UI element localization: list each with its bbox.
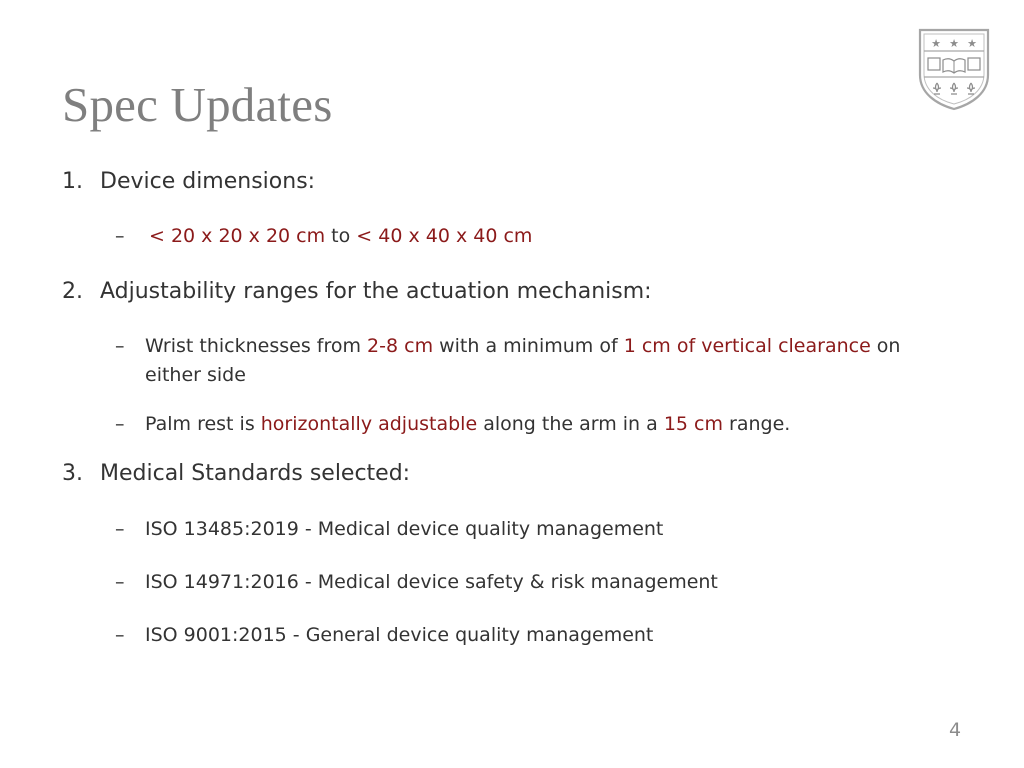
dash-bullet: –	[115, 225, 125, 247]
sub-item-text: ISO 14971:2016 - Medical device safety & risk management	[145, 571, 718, 593]
sub-item-text	[145, 410, 935, 439]
highlight-text: 2-8 cm	[367, 335, 434, 357]
highlight-text: horizontally adjustable	[260, 413, 478, 435]
dash-bullet: –	[115, 571, 125, 593]
dash-bullet: –	[115, 518, 125, 540]
plain-text: along the arm in a	[477, 413, 664, 435]
list-item-label: Device dimensions:	[100, 169, 316, 194]
highlight-text: 15 cm	[663, 413, 723, 435]
plain-text: Palm rest is	[145, 413, 261, 435]
list-number: 1.	[62, 169, 83, 194]
list-item-label: Adjustability ranges for the actuation mechanism:	[100, 279, 652, 304]
sub-item-text	[145, 332, 915, 390]
crest-star: ★	[949, 37, 959, 50]
plain-text: with a minimum of	[433, 335, 624, 357]
crest-star: ★	[967, 37, 977, 50]
crest-star: ★	[931, 37, 941, 50]
highlight-text: 1 cm of vertical clearance	[623, 335, 871, 357]
plain-text: Wrist thicknesses from	[145, 335, 368, 357]
list-item-medical-standards	[62, 461, 410, 486]
dash-bullet: –	[115, 624, 125, 646]
sub-item-palm-rest	[115, 410, 935, 439]
sub-item-iso-9001	[115, 621, 935, 650]
sub-item-iso-13485	[115, 515, 935, 544]
sub-item-dimensions	[115, 222, 935, 251]
sub-item-text	[149, 222, 935, 251]
list-number: 3.	[62, 461, 83, 486]
highlight-text: < 40 x 40 x 40 cm	[356, 225, 533, 247]
sub-item-wrist-thickness	[115, 332, 915, 390]
plain-text: on either side	[145, 335, 901, 386]
slide-title: Spec Updates	[62, 77, 333, 132]
university-crest-icon	[917, 27, 991, 111]
highlight-text: < 20 x 20 x 20 cm	[149, 225, 326, 247]
dash-bullet: –	[115, 413, 125, 435]
list-item-device-dimensions	[62, 169, 315, 194]
sub-item-text: ISO 9001:2015 - General device quality management	[145, 624, 654, 646]
sub-item-iso-14971	[115, 568, 935, 597]
list-item-adjustability	[62, 279, 652, 304]
plain-text: to	[325, 225, 357, 247]
page-number: 4	[949, 719, 962, 741]
list-item-label: Medical Standards selected:	[100, 461, 411, 486]
list-number: 2.	[62, 279, 83, 304]
dash-bullet: –	[115, 335, 125, 357]
plain-text: range.	[723, 413, 791, 435]
sub-item-text: ISO 13485:2019 - Medical device quality management	[145, 518, 664, 540]
